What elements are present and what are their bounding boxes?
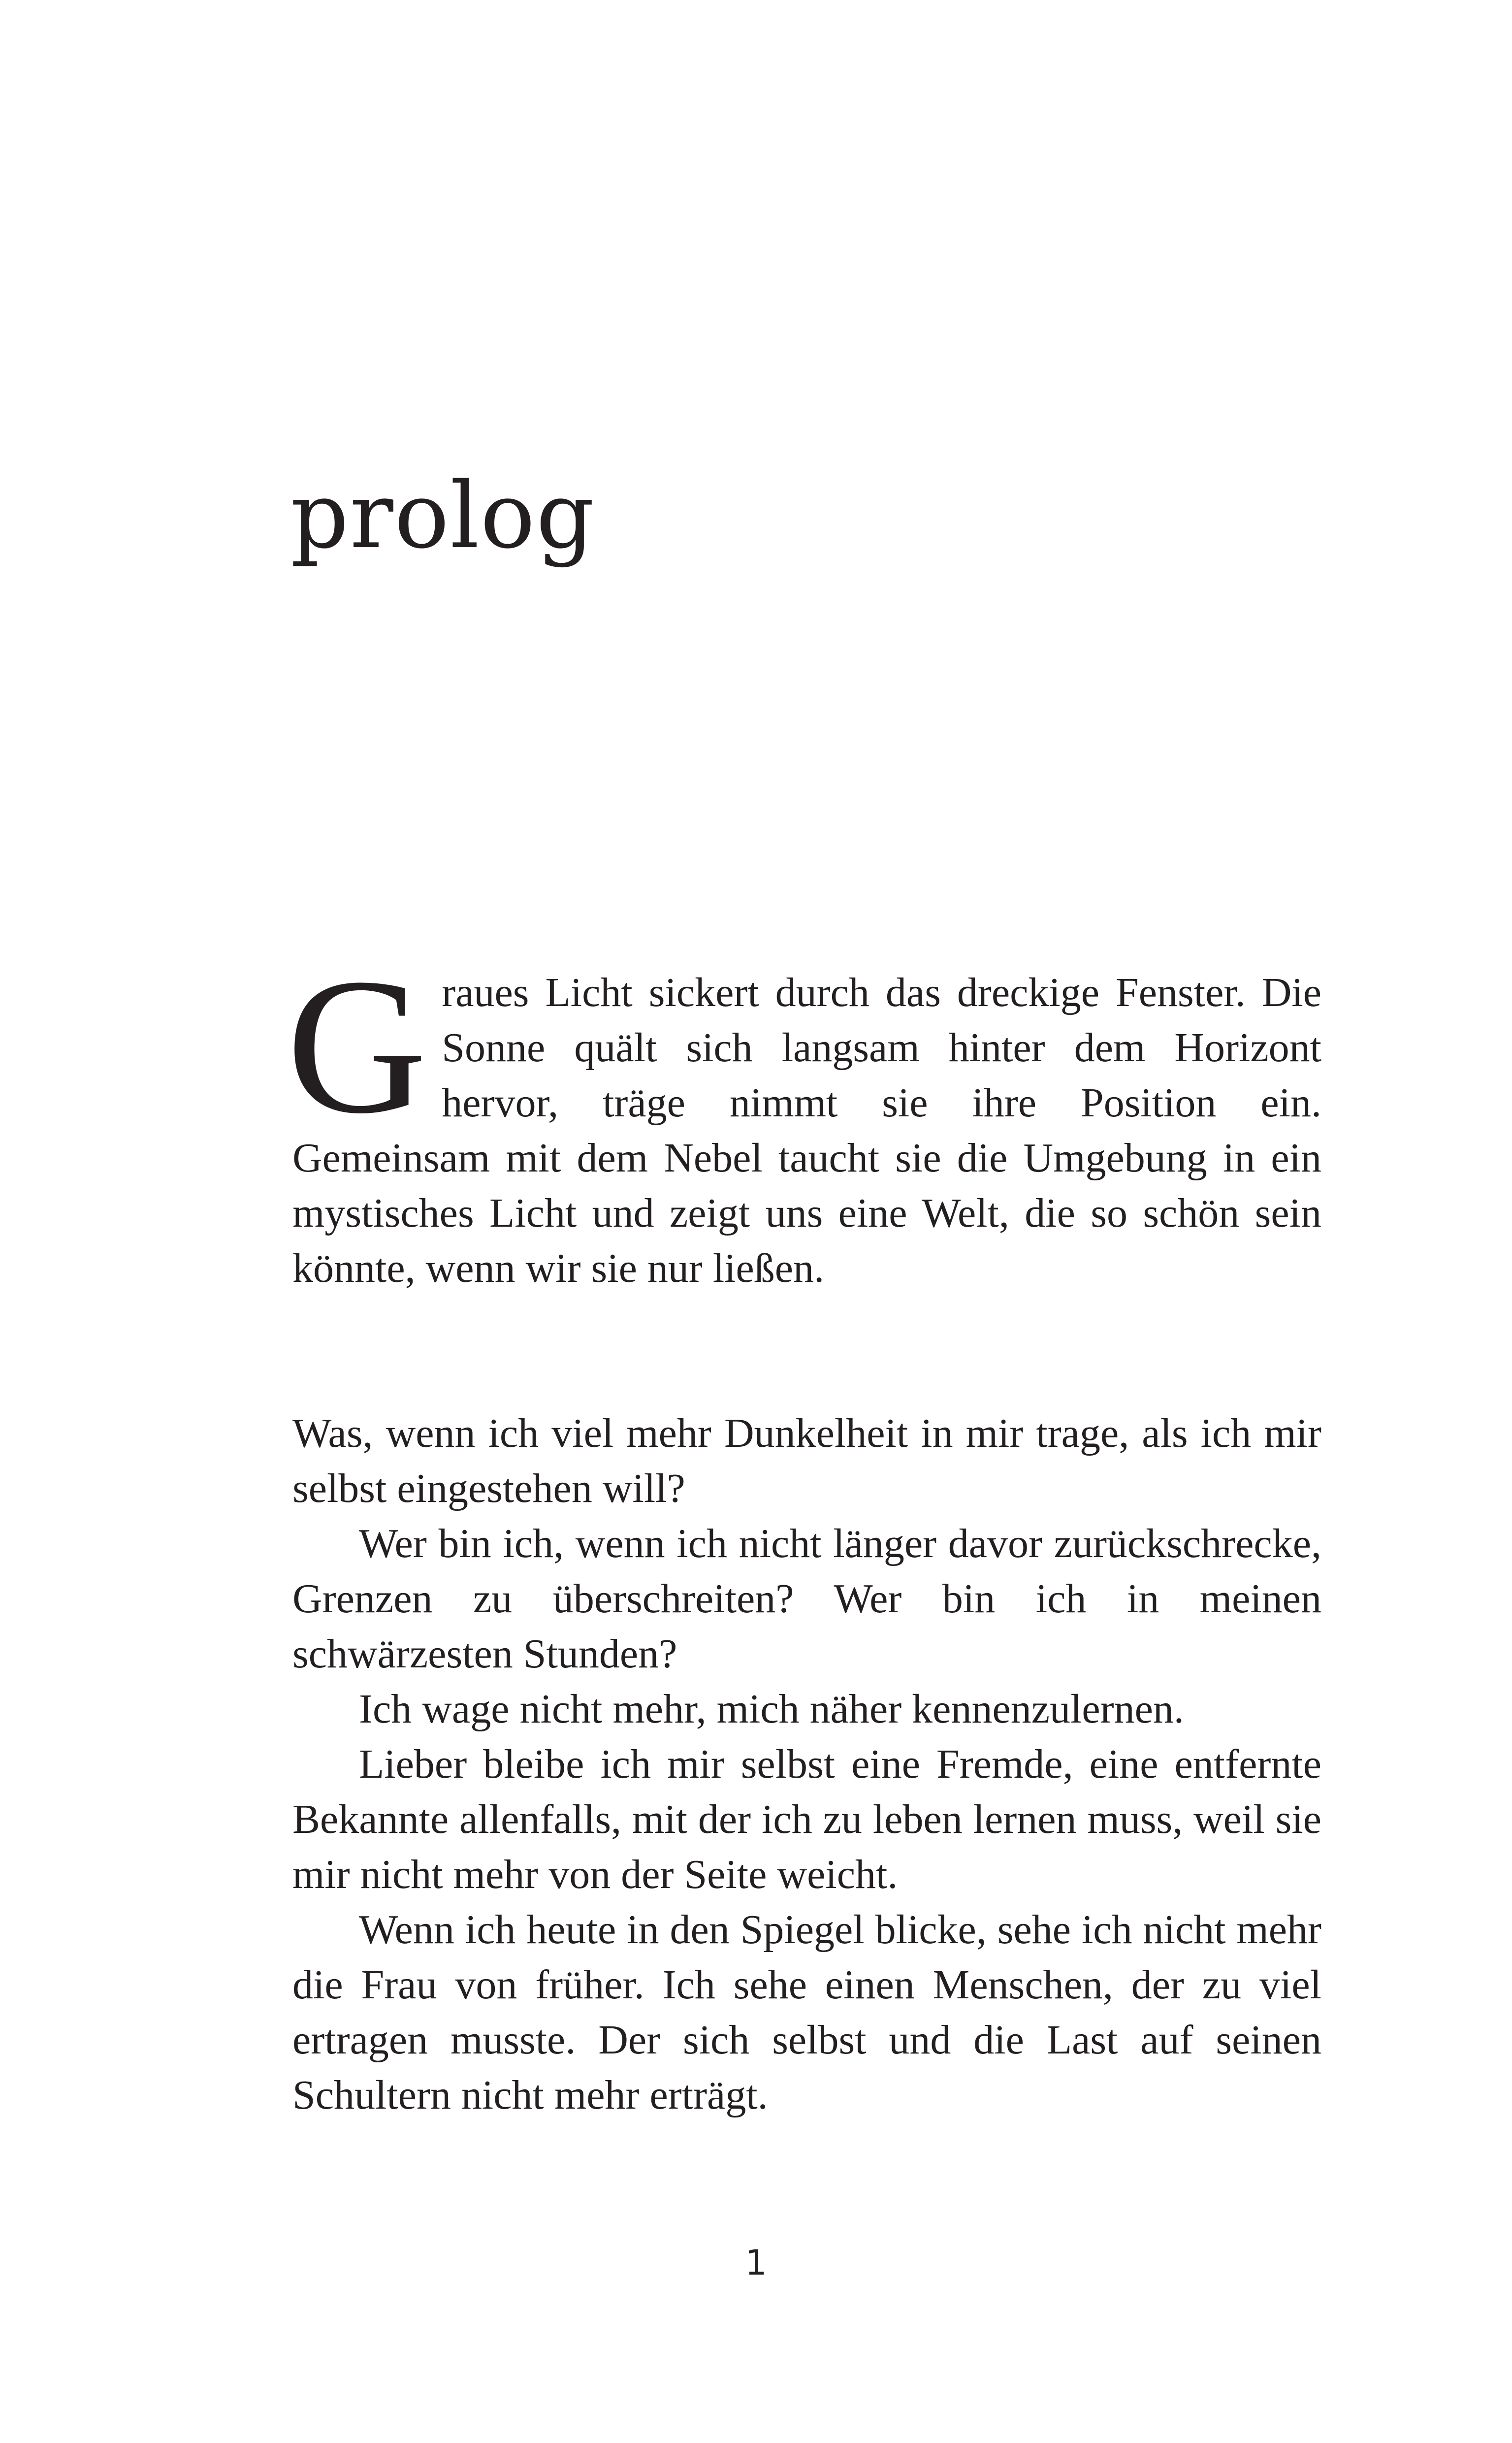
opening-paragraph [287,939,1321,1296]
paragraph-3: Ich wage nicht mehr, mich näher kennenzulernen. [359,1686,1184,1732]
paragraph-5: Wenn ich heute in den Spiegel blicke, sehe ich nicht mehr die Frau von früher. Ich sehe einen Menschen, der zu viel ertragen musste. Der sich selbst und die Last auf seinen Schultern nicht mehr erträgt. [292,1907,1321,2118]
page-number: 1 [745,2243,767,2283]
paragraph-4: Lieber bleibe ich mir selbst eine Fremde, eine entfernte Bekannte allenfalls, mit der ich zu leben lernen muss, weil sie mir nicht mehr von der Seite weicht. [292,1741,1321,1897]
main-section [292,1406,1321,2123]
opening-section [287,939,1321,1296]
opening-text: raues Licht sickert durch das dreckige Fenster. Die Sonne quält sich langsam hinter dem Horizont hervor, träge nimmt sie ihre Position ein. Gemeinsam mit dem Nebel taucht sie die Umgebung in ein mystisches Licht und zeigt uns eine Welt, die so schön sein könnte, wenn wir sie nur ließen. [292,970,1321,1291]
paragraph-2: Wer bin ich, wenn ich nicht länger davor zurückschrecke, Grenzen zu überschreiten? Wer bin ich in meinen schwärzesten Stunden? [292,1521,1321,1677]
paragraph-1: Was, wenn ich viel mehr Dunkelheit in mir trage, als ich mir selbst eingestehen will? [292,1410,1321,1511]
chapter-title: prolog [290,462,596,569]
drop-cap-letter: G [287,939,427,1154]
